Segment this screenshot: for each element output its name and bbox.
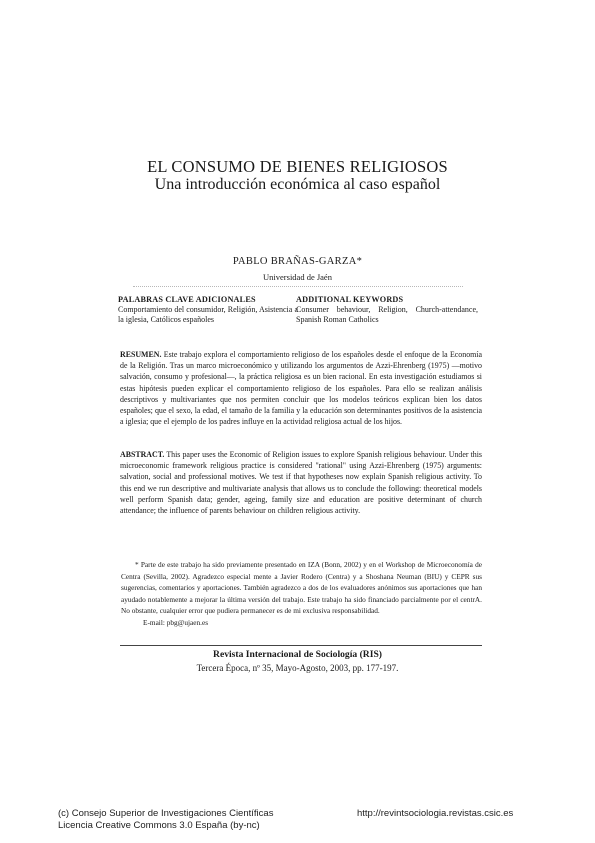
footnote-text: * Parte de este trabajo ha sido previamente presentado en IZA (Bonn, 2002) y en el Workshop de Microeconomía de Centra (Sevilla, 2002). Agradezco especial mente a Javier Rodero (Centra) y a Shoshana Neuman (BIU) y CEPR sus sugerencias, comentarios y aportaciones. También agradezco a dos de los evaluadores anónimos sus aportaciones que han ayudado notablemente a mejorar la última versión del trabajo. Este trabajo ha sido financiado parcialmente por el centrA. No obstante, cualquier error que pudiera permanecer es de mi exclusiva responsabilidad. — [121, 560, 482, 616]
journal-divider — [120, 645, 482, 646]
keywords-spanish-text: Comportamiento del consumidor, Religión, Asistencia a la iglesia, Católicos españoles — [118, 305, 298, 324]
license-notice: Licencia Creative Commons 3.0 España (by-nc) — [58, 820, 260, 831]
abstract-lead: ABSTRACT. — [120, 450, 165, 459]
journal-url-link[interactable]: http://revintsociologia.revistas.csic.es — [357, 808, 514, 819]
journal-issue-info: Tercera Época, nº 35, Mayo-Agosto, 2003, pp. 177-197. — [196, 663, 399, 673]
copyright-notice: (c) Consejo Superior de Investigaciones Científicas — [58, 808, 274, 819]
author-affiliation: Universidad de Jaén — [263, 272, 332, 282]
abstract-text: This paper uses the Economic of Religion issues to explore Spanish religious behaviour. Under this microeconomic framework religious practice is considered "rational" using Azzi-Ehrenberg (1975) arguments: salvation, social and professional motives. We test if that hypotheses now explain Spanish religious activity. To this end we run descriptive and multivariate analysis that allows us to conclude the following: theoretical models well perform Spanish data; gender, ageing, family size and education are positive determinant of church attendance; the influence of parents behaviour on children religious activity. — [120, 450, 482, 516]
keywords-spanish — [118, 295, 298, 325]
resumen-paragraph — [120, 349, 482, 427]
abstract-paragraph — [120, 449, 482, 516]
footnote — [121, 559, 482, 629]
article-subtitle: Una introducción económica al caso español — [154, 176, 441, 193]
article-title: EL CONSUMO DE BIENES RELIGIOSOS — [147, 157, 448, 176]
keywords-english — [296, 295, 478, 325]
keywords-spanish-heading: PALABRAS CLAVE ADICIONALES — [118, 295, 256, 304]
keywords-english-text: Consumer behaviour, Religion, Church-attendance, Spanish Roman Catholics — [296, 305, 478, 324]
footnote-email: E-mail: pbg@ujaen.es — [143, 617, 209, 627]
author-name: PABLO BRAÑAS-GARZA* — [232, 256, 363, 267]
affiliation-divider — [133, 286, 463, 287]
journal-title: Revista Internacional de Sociología (RIS) — [213, 649, 382, 660]
resumen-lead: RESUMEN. — [120, 350, 162, 359]
resumen-text: Este trabajo explora el comportamiento religioso de los españoles desde el enfoque de la Economía de la Religión. Tras un marco microeconómico y utilizando los argumentos de Azzi-Ehrenberg (1975) —motivo salvación, consumo y profesional—, la práctica religiosa es un bien racional. En esta investigación estudiamos si estas hipótesis pueden explicar el comportamiento religioso de los españoles. Para ello se realizan análisis descriptivos y multivariantes que nos permiten concluir que los modelos teóricos explican bien los datos españoles; que el sexo, la edad, el tamaño de la familia y la educación son determinantes positivos de la asistencia a iglesia; que el ejemplo de los padres influye en la actividad religiosa actual de los hijos. — [120, 350, 482, 427]
keywords-english-heading: ADDITIONAL KEYWORDS — [296, 295, 404, 304]
